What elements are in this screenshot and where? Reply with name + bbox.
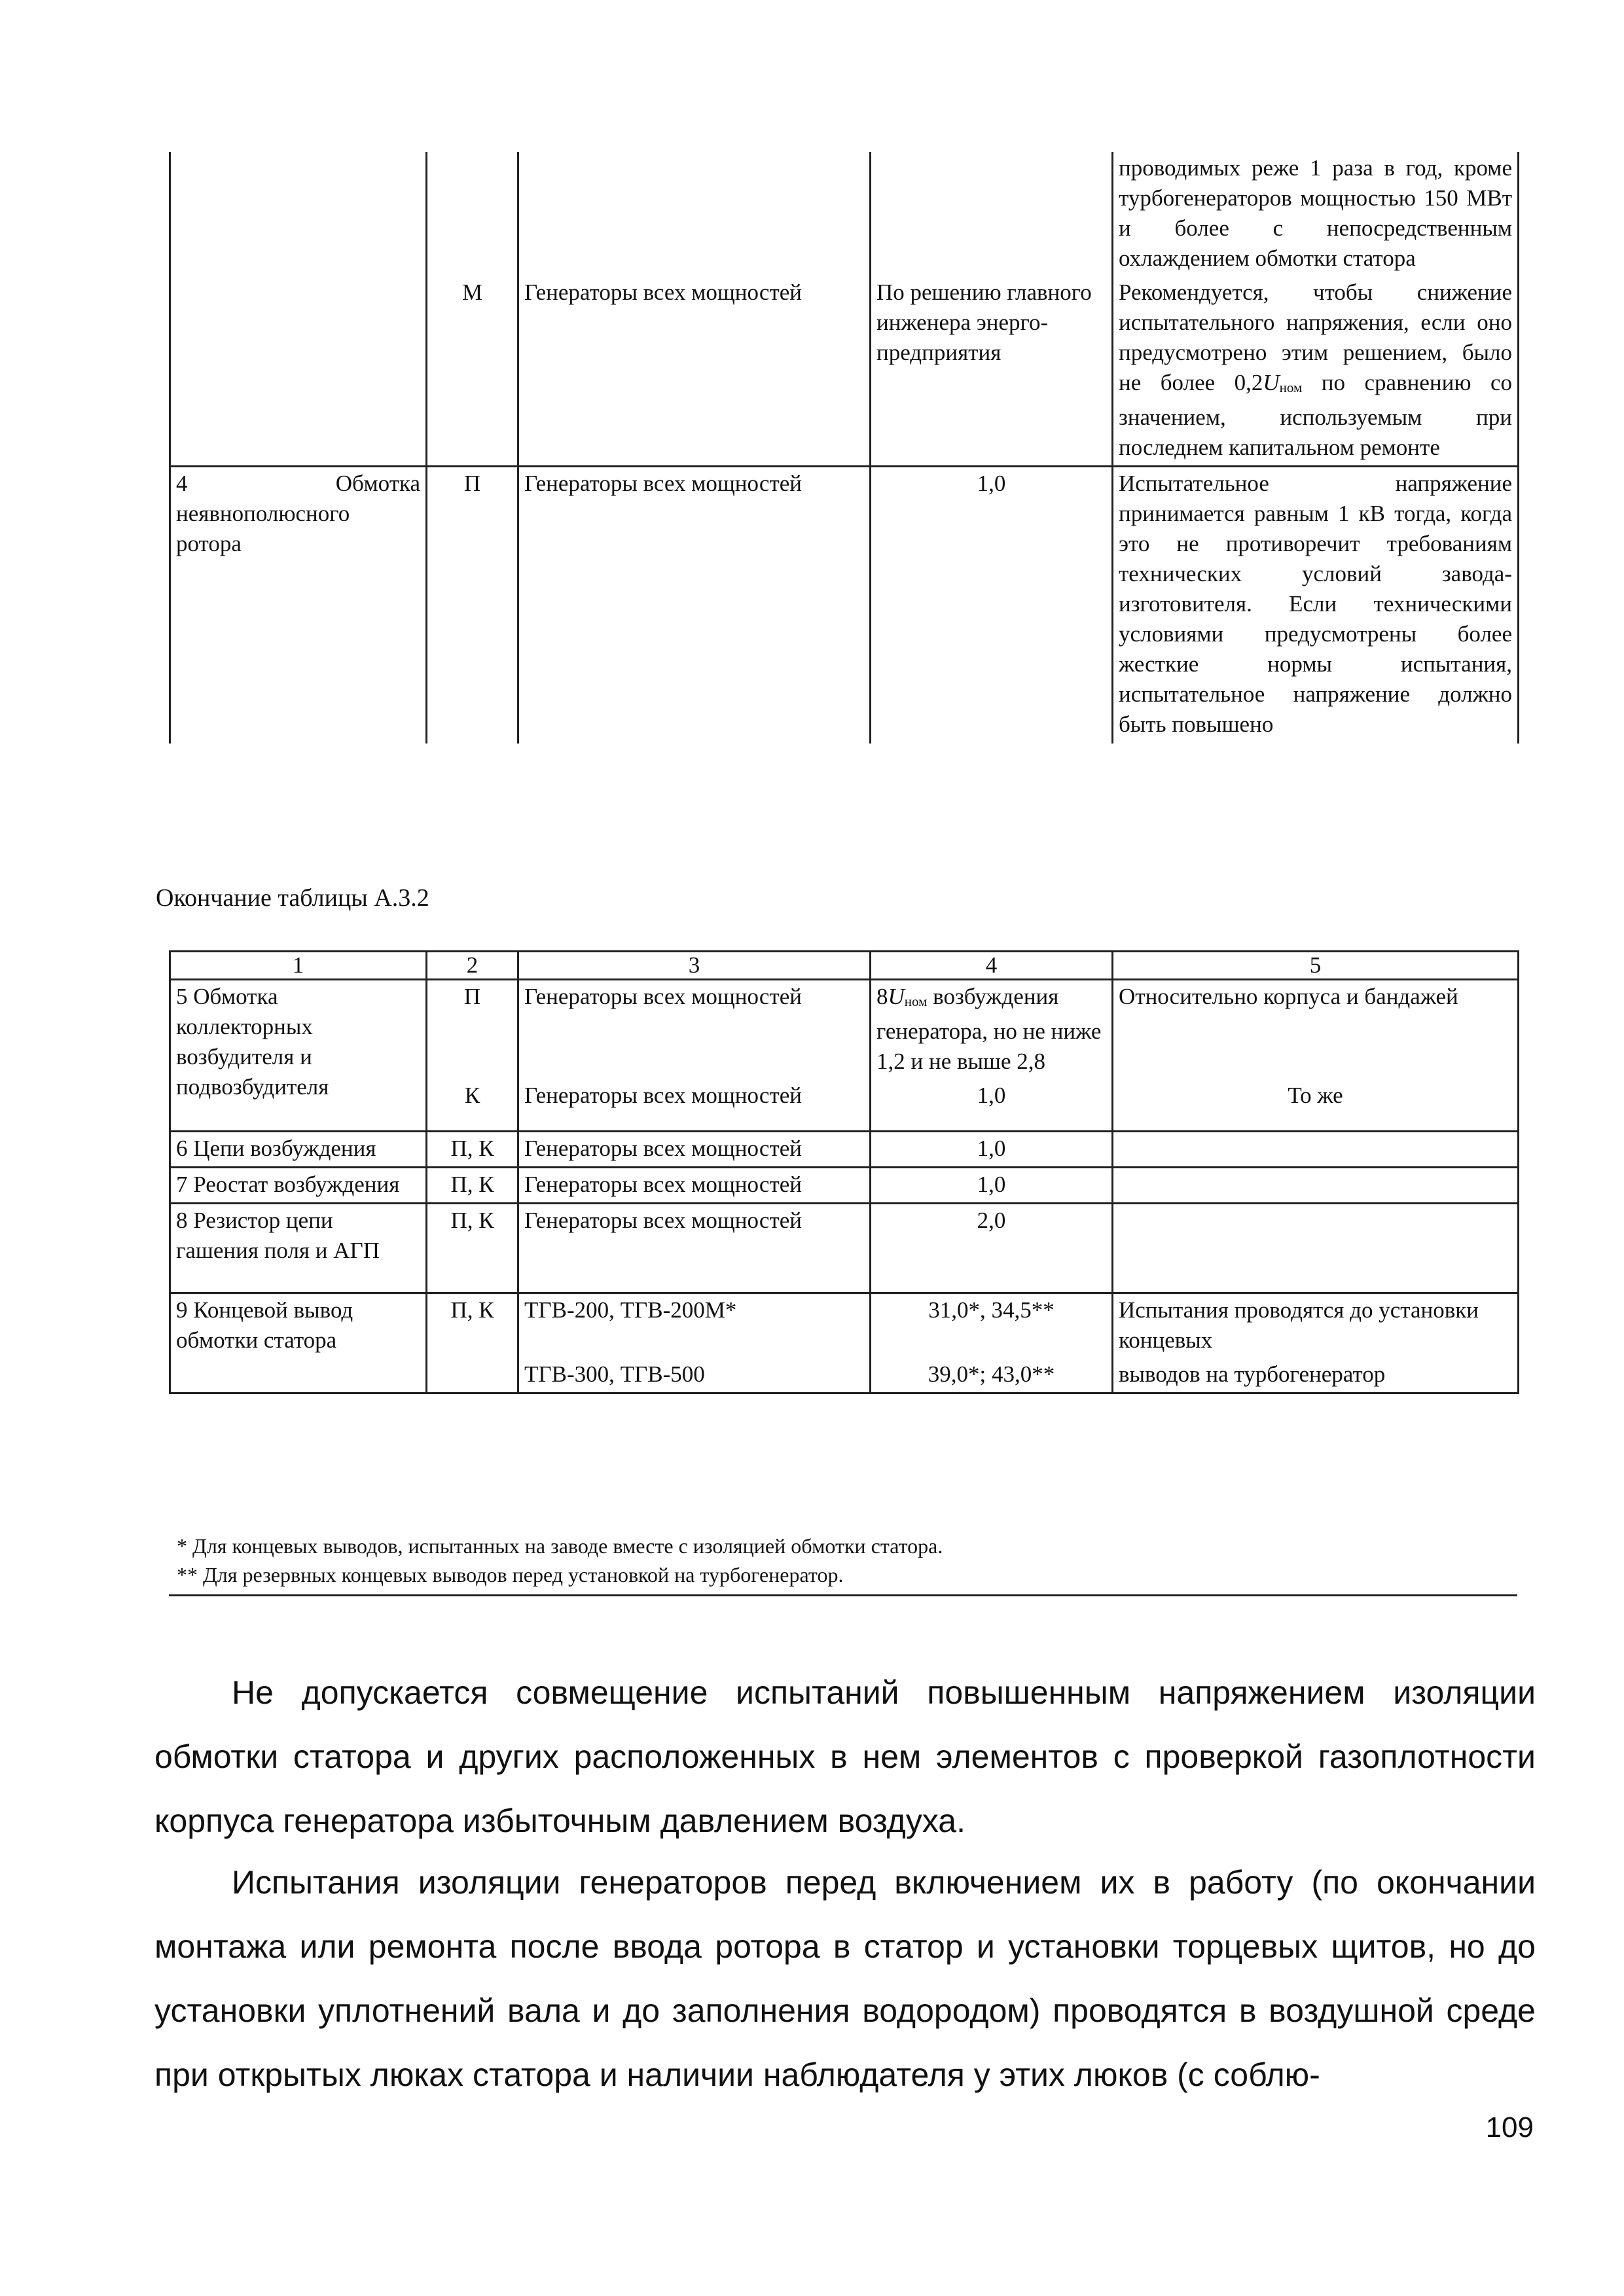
cell: Испытательное напряжение принимается равным 1 кВ тогда, когда это не противоречит требованиям технических условий завода-изготовителя. Если техническими условиями предусмотрены более жесткие нормы испытания, испытательное напряжение должно быть повышено [1113,467,1519,744]
cell: Генераторы всех мощностей [518,1132,871,1168]
cell: П, К [427,1132,518,1168]
cell [518,152,871,276]
cell: Генераторы всех мощностей [518,1079,871,1132]
cell: проводимых реже 1 раза в год, кроме турбогенераторов мощностью 150 МВт и более с непосредственным охлаждением обмотки статора [1113,152,1519,276]
cell [427,152,518,276]
cell: 1,0 [871,1168,1113,1204]
cell [170,276,427,467]
footnote: * Для концевых выводов, испытанных на заводе вместе с изоляцией обмотки статора. [177,1534,943,1558]
cell: 8 Резистор цепи гашения поля и АГП [170,1204,427,1293]
table-row [170,467,1519,744]
table-row [170,980,1519,1080]
cell [1113,1168,1519,1204]
cell: Генераторы всех мощностей [518,1168,871,1204]
cell: 1,0 [871,1132,1113,1168]
column-header: 1 [170,952,427,980]
cell: П, К [427,1168,518,1204]
table-row [170,152,1519,276]
cell [1113,1132,1519,1168]
column-header: 3 [518,952,871,980]
subscript: ном [1279,380,1303,396]
cell [871,980,1113,1080]
table-row [170,1168,1519,1204]
cell: Генераторы всех мощностей [518,276,871,467]
table-row [170,1293,1519,1359]
cell: ТГВ-200, ТГВ-200М* [518,1293,871,1359]
cell-text: Рекомендуется, чтобы снижение испытательного напряжения, если оно предусмотрено этим решением, было не более 0,2 [1119,279,1512,395]
cell: 5 Обмотка коллекторных возбудителя и подвозбудителя [170,980,427,1132]
cell: 6 Цепи возбуждения [170,1132,427,1168]
cell: 31,0*, 34,5** [871,1293,1113,1359]
cell: П [427,467,518,744]
table-caption: Окончание таблицы А.3.2 [156,884,429,912]
cell: 4 Обмотка неявнополюсного ротора [170,467,427,744]
cell [1113,276,1519,467]
table-header-row [170,952,1519,980]
table-continued [169,152,1519,744]
table-row [170,1132,1519,1168]
cell: выводов на турбогенератор [1113,1358,1519,1393]
cell: Генераторы всех мощностей [518,1204,871,1293]
cell-text: возбуждения генератора, но не ниже 1,2 и не выше 2,8 [876,984,1102,1075]
cell: По решению главного инженера энерго-предприятия [871,276,1113,467]
cell: То же [1113,1079,1519,1132]
cell: П, К [427,1204,518,1293]
symbol-u: U [888,984,905,1009]
cell [170,152,427,276]
table-row [170,1204,1519,1293]
page-number: 109 [1485,2111,1534,2144]
cell: 9 Концевой вывод обмотки статора [170,1293,427,1393]
table-a32-end [169,950,1519,1394]
subscript: ном [904,994,928,1010]
cell: ТГВ-300, ТГВ-500 [518,1358,871,1393]
footnote: ** Для резервных концевых выводов перед установкой на турбогенератор. [177,1563,844,1587]
cell [1113,1204,1519,1293]
cell: 39,0*; 43,0** [871,1358,1113,1393]
cell-text: по сравнению со значением, используемым при последнем капитальном ремонте [1119,370,1512,461]
cell: П [427,980,518,1080]
cell: Генераторы всех мощностей [518,980,871,1080]
cell: Относительно корпуса и бандажей [1113,980,1519,1080]
cell: 1,0 [871,467,1113,744]
cell [871,152,1113,276]
column-header: 5 [1113,952,1519,980]
column-header: 4 [871,952,1113,980]
column-header: 2 [427,952,518,980]
cell: 7 Реостат возбуждения [170,1168,427,1204]
body-paragraph: Не допускается совмещение испытаний повышенным напряжением изоляции обмотки статора и других расположенных в нем элементов с проверкой газоплотности корпуса генератора избыточным давлением воздуха. [154,1674,1536,1839]
cell: 1,0 [871,1079,1113,1132]
cell: 2,0 [871,1204,1113,1293]
cell-text: 8 [876,984,888,1009]
table-notes [169,1532,1517,1596]
table-row [170,276,1519,467]
cell: П, К [427,1293,518,1393]
cell: К [427,1079,518,1132]
cell: М [427,276,518,467]
symbol-u: U [1263,370,1280,395]
cell: Генераторы всех мощностей [518,467,871,744]
cell: Испытания проводятся до установки концевых [1113,1293,1519,1359]
body-paragraph: Испытания изоляции генераторов перед включением их в работу (по окончании монтажа или ремонта после ввода ротора в статор и установки торцевых щитов, но до установки уплотнений вала и до заполнения водородом) проводятся в воздушной среде при открытых люках статора и наличии наблюдателя у этих люков (с соблю- [154,1864,1536,2093]
